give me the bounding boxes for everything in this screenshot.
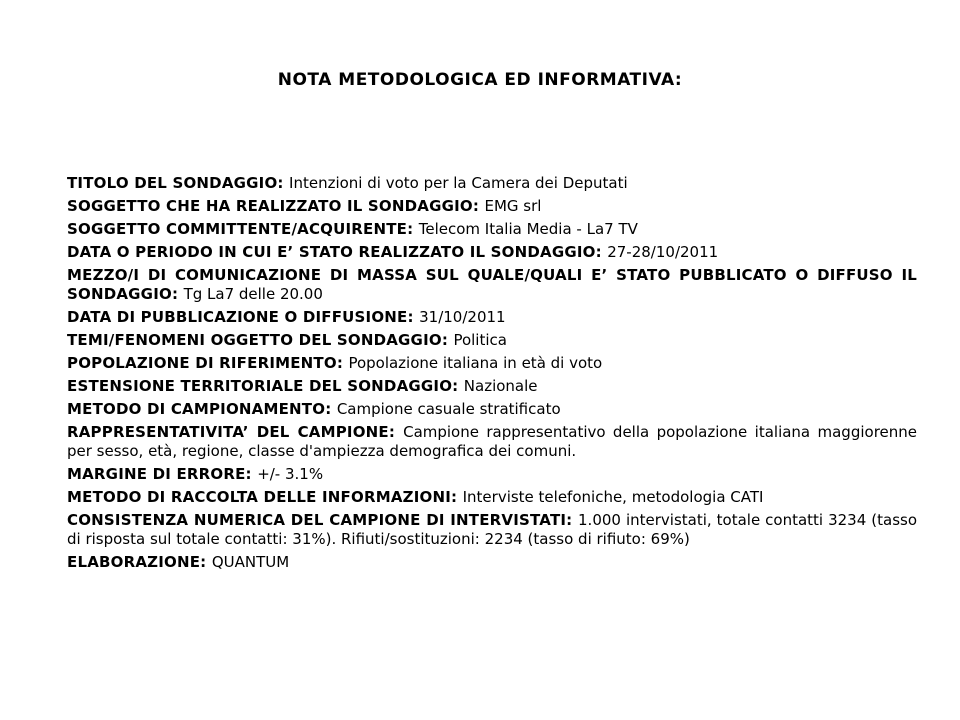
- item-separator: :: [595, 243, 608, 261]
- item-label: ESTENSIONE TERRITORIALE DEL SONDAGGIO: [67, 377, 453, 395]
- item-separator: :: [407, 220, 419, 238]
- page-title: NOTA METODOLOGICA ED INFORMATIVA:: [277, 70, 683, 90]
- item-label: MARGINE DI ERRORE:: [67, 465, 252, 483]
- item-separator: :: [325, 400, 337, 418]
- item-label: DATA O PERIODO IN CUI E’ STATO REALIZZATO IL SONDAGGIO: [67, 243, 596, 261]
- item-value: Campione casuale stratificato: [336, 400, 561, 418]
- item-value: Politica: [453, 331, 507, 349]
- item-value: 1.000 intervistati, totale contatti 3234 (tasso di risposta sul totale contatti: 31%). Rifiuti/sostituzioni: 2234 (tasso di rifiuto: 69%): [67, 511, 917, 548]
- list-item-popolazione: [67, 354, 917, 373]
- item-value: Popolazione italiana in età di voto: [348, 354, 603, 372]
- item-label: SOGGETTO CHE HA REALIZZATO IL SONDAGGIO: [67, 197, 473, 215]
- methodology-list: [67, 174, 917, 576]
- item-separator: :: [171, 285, 184, 303]
- list-item-soggetto-realizzatore: [67, 197, 917, 216]
- item-separator: :: [566, 511, 579, 529]
- list-item-estensione: [67, 377, 917, 396]
- list-item-campionamento: [67, 400, 917, 419]
- item-label: METODO DI CAMPIONAMENTO: [67, 400, 326, 418]
- item-separator: :: [407, 308, 420, 326]
- item-value: Telecom Italia Media - La7 TV: [418, 220, 638, 238]
- item-label: TITOLO DEL SONDAGGIO: [67, 174, 278, 192]
- list-item-metodo-raccolta: [67, 488, 917, 507]
- item-value: 31/10/2011: [419, 308, 506, 326]
- item-value: 27-28/10/2011: [607, 243, 719, 261]
- list-item-consistenza-campione: [67, 511, 917, 549]
- item-separator: :: [450, 488, 463, 506]
- list-item-periodo: [67, 243, 917, 262]
- item-separator: :: [472, 197, 485, 215]
- item-separator: :: [388, 423, 404, 441]
- item-label: DATA DI PUBBLICAZIONE O DIFFUSIONE: [67, 308, 408, 326]
- item-label: ELABORAZIONE:: [67, 553, 207, 571]
- item-separator: :: [277, 174, 290, 192]
- item-label: SOGGETTO COMMITTENTE/ACQUIRENTE: [67, 220, 408, 238]
- list-item-data-pubblicazione: [67, 308, 917, 327]
- item-value: Tg La7 delle 20.00: [183, 285, 323, 303]
- item-value: Intenzioni di voto per la Camera dei Deputati: [289, 174, 628, 192]
- item-value: Interviste telefoniche, metodologia CATI: [462, 488, 764, 506]
- item-value: +/- 3.1%: [257, 465, 324, 483]
- item-value: EMG srl: [484, 197, 542, 215]
- item-value: QUANTUM: [211, 553, 290, 571]
- list-item-rappresentativita: [67, 423, 917, 461]
- item-label: CONSISTENZA NUMERICA DEL CAMPIONE DI INTERVISTATI: [67, 511, 567, 529]
- item-label: POPOLAZIONE DI RIFERIMENTO: [67, 354, 337, 372]
- list-item-margine-errore: [67, 465, 917, 484]
- list-item-elaborazione: [67, 553, 917, 572]
- list-item-titolo: [67, 174, 917, 193]
- item-separator: :: [336, 354, 349, 372]
- item-separator: :: [452, 377, 464, 395]
- item-value: Campione rappresentativo della popolazione italiana maggiorenne per sesso, età, regione, classe d'ampiezza demografica dei comuni.: [67, 423, 917, 460]
- list-item-committente: [67, 220, 917, 239]
- list-item-temi: [67, 331, 917, 350]
- item-value: Nazionale: [463, 377, 538, 395]
- item-separator: :: [441, 331, 454, 349]
- item-label: RAPPRESENTATIVITA’ DEL CAMPIONE: [67, 423, 389, 441]
- item-label: MEZZO/I DI COMUNICAZIONE DI MASSA SUL QUALE/QUALI E’ STATO PUBBLICATO O DIFFUSO IL SONDAGGIO: [67, 266, 917, 303]
- item-label: METODO DI RACCOLTA DELLE INFORMAZIONI: [67, 488, 451, 506]
- list-item-mezzo-comunicazione: [67, 266, 917, 304]
- item-label: TEMI/FENOMENI OGGETTO DEL SONDAGGIO: [67, 331, 442, 349]
